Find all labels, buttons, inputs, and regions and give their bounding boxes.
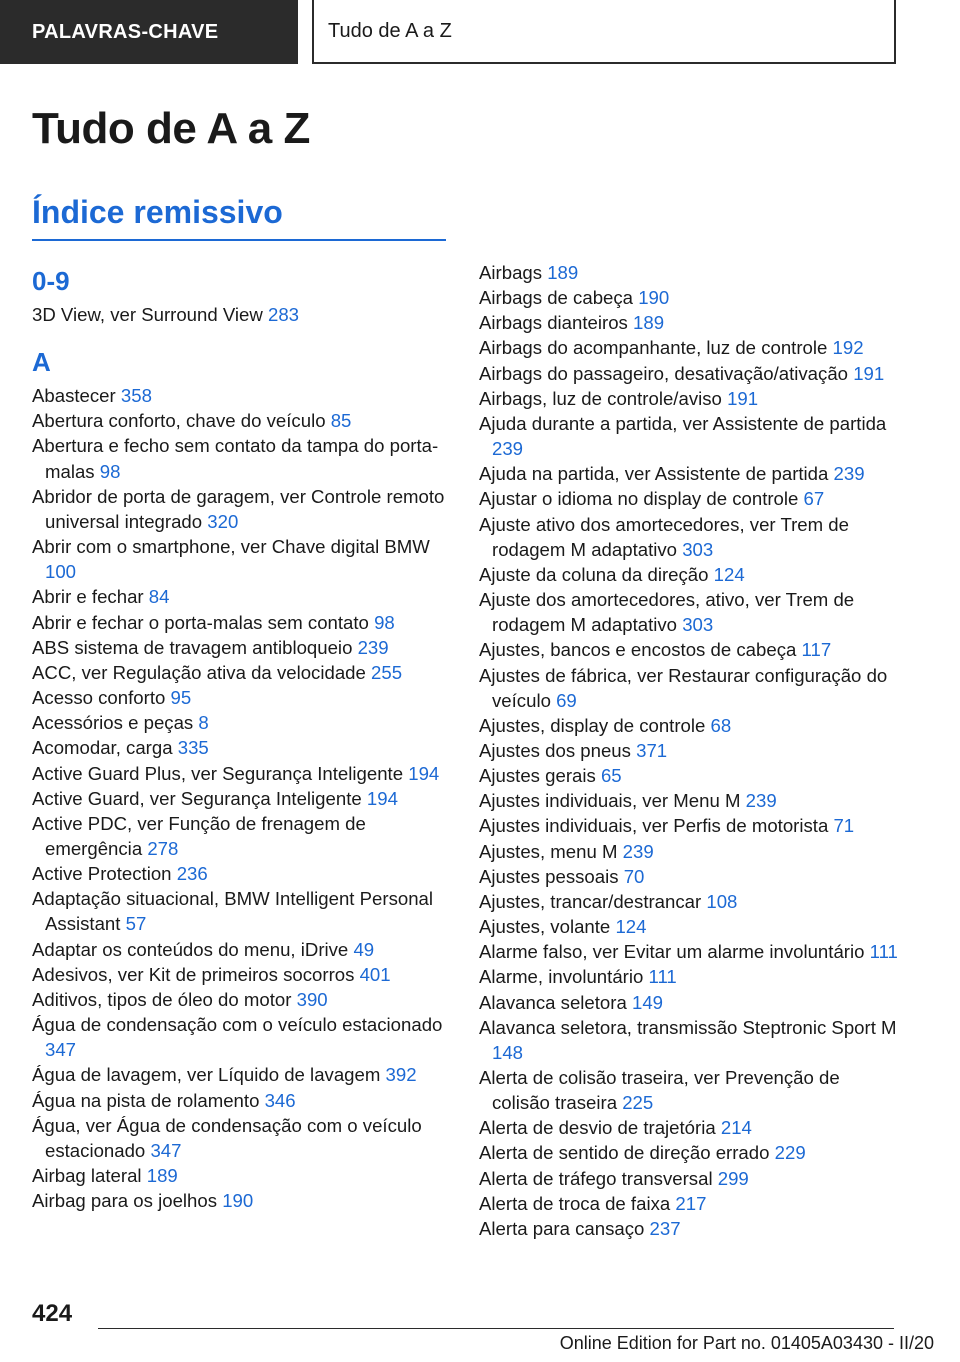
index-entry-text: Ajustar o idioma no display de controle bbox=[479, 488, 799, 510]
page-link[interactable]: 98 bbox=[99, 460, 121, 482]
page-link[interactable]: 191 bbox=[727, 387, 759, 409]
page-link[interactable]: 239 bbox=[745, 790, 777, 812]
index-entry-text: Alerta para cansaço bbox=[479, 1217, 645, 1239]
index-entry-text: Active Protection bbox=[32, 863, 172, 885]
page-link[interactable]: 239 bbox=[622, 840, 654, 862]
index-entry-text: Abertura e fecho sem contato da tampa do porta-malas bbox=[32, 435, 439, 482]
page-link[interactable]: 189 bbox=[547, 262, 579, 283]
index-entry-text: Ajuste ativo dos amortecedores, ver Trem de rodagem M adaptativo bbox=[479, 513, 849, 560]
index-entry-list bbox=[479, 260, 899, 1241]
page-link[interactable]: 124 bbox=[615, 916, 647, 938]
index-entry bbox=[32, 433, 448, 483]
index-entry-text: Airbags bbox=[479, 262, 543, 283]
page-link[interactable]: 117 bbox=[801, 639, 832, 661]
index-entry bbox=[32, 1012, 448, 1062]
index-entry bbox=[32, 761, 448, 786]
page-link[interactable]: 229 bbox=[774, 1142, 806, 1164]
index-entry-text: Alavanca seletora bbox=[479, 991, 627, 1013]
index-entry-text: Adesivos, ver Kit de primeiros socorros bbox=[32, 963, 355, 985]
page-link[interactable]: 335 bbox=[177, 737, 209, 759]
index-entry-text: Alerta de tráfego transversal bbox=[479, 1167, 713, 1189]
index-entry bbox=[479, 864, 899, 889]
index-entry-text: Airbag para os joelhos bbox=[32, 1190, 218, 1212]
page-link[interactable]: 303 bbox=[682, 538, 714, 560]
index-entry-text: Airbags do acompanhante, luz de controle bbox=[479, 337, 828, 359]
index-entry bbox=[32, 1062, 448, 1087]
index-group-heading: 0-9 bbox=[32, 266, 70, 296]
index-entry bbox=[479, 486, 899, 511]
index-entry-text: Active Guard, ver Segurança Inteligente bbox=[32, 787, 362, 809]
index-entry bbox=[32, 383, 448, 408]
index-entry bbox=[32, 1113, 448, 1163]
index-entry bbox=[32, 811, 448, 861]
page-link[interactable]: 65 bbox=[600, 765, 622, 787]
page-link[interactable]: 57 bbox=[125, 913, 147, 935]
index-column-right bbox=[479, 260, 899, 1241]
index-entry bbox=[32, 610, 448, 635]
index-entry-text: Ajuda na partida, ver Assistente de partida bbox=[479, 463, 829, 485]
page-link[interactable]: 49 bbox=[353, 938, 375, 960]
page-link[interactable]: 392 bbox=[385, 1064, 417, 1086]
page-link[interactable]: 214 bbox=[720, 1117, 752, 1139]
page-link[interactable]: 69 bbox=[556, 689, 577, 711]
page-link[interactable]: 85 bbox=[330, 410, 352, 432]
index-entry bbox=[479, 1115, 899, 1140]
index-entry bbox=[32, 408, 448, 433]
index-entry bbox=[479, 839, 899, 864]
index-entry bbox=[32, 584, 448, 609]
index-entry-text: Ajustes gerais bbox=[479, 765, 596, 787]
index-entry-text: Aditivos, tipos de óleo do motor bbox=[32, 988, 292, 1010]
index-entry bbox=[479, 1015, 899, 1065]
index-entry-text: Água, ver Água de condensação com o veículo estacionado bbox=[32, 1114, 422, 1161]
index-entry-text: Airbag lateral bbox=[32, 1165, 142, 1186]
index-entry bbox=[479, 738, 899, 763]
index-entry-text: Água de condensação com o veículo estacionado bbox=[32, 1014, 443, 1036]
index-entry bbox=[479, 1166, 899, 1191]
index-entry bbox=[479, 411, 899, 461]
index-entry bbox=[479, 713, 899, 738]
index-entry-text: Acesso conforto bbox=[32, 687, 166, 709]
section-heading: Índice remissivo bbox=[32, 194, 283, 230]
index-entry bbox=[479, 386, 899, 411]
index-entry bbox=[479, 461, 899, 486]
page-link[interactable]: 347 bbox=[150, 1139, 182, 1161]
index-entry bbox=[479, 663, 899, 713]
page-link[interactable]: 98 bbox=[374, 611, 395, 633]
page-link[interactable]: 100 bbox=[45, 561, 77, 583]
page-link[interactable]: 194 bbox=[408, 762, 440, 784]
index-entry bbox=[479, 1191, 899, 1216]
index-entry-text: Adaptação situacional, BMW Intelligent Personal Assistant bbox=[32, 888, 434, 935]
index-entry-text: Ajustes, trancar/destrancar bbox=[479, 890, 702, 912]
index-entry bbox=[479, 964, 899, 989]
index-entry-text: Alerta de desvio de trajetória bbox=[479, 1117, 716, 1139]
keyword-tab[interactable]: PALAVRAS-CHAVE bbox=[0, 0, 298, 64]
page-link[interactable]: 237 bbox=[649, 1217, 681, 1239]
index-entry bbox=[32, 534, 448, 584]
page-link[interactable]: 67 bbox=[803, 488, 825, 510]
index-entry bbox=[479, 260, 899, 285]
page-link[interactable]: 8 bbox=[198, 712, 209, 734]
index-entry bbox=[32, 886, 448, 936]
index-entry-text: Abrir com o smartphone, ver Chave digital BMW bbox=[32, 536, 430, 558]
page-link[interactable]: 346 bbox=[264, 1089, 296, 1111]
footer-divider bbox=[98, 1328, 894, 1329]
index-entry bbox=[479, 335, 899, 360]
index-entry-text: Active Guard Plus, ver Segurança Inteligente bbox=[32, 762, 404, 784]
index-entry bbox=[32, 635, 448, 660]
index-entry-text: Alarme, involuntário bbox=[479, 966, 644, 988]
index-entry-text: Alerta de troca de faixa bbox=[479, 1192, 671, 1214]
page-link[interactable]: 239 bbox=[492, 438, 524, 460]
index-entry bbox=[32, 987, 448, 1012]
index-entry bbox=[479, 310, 899, 335]
index-entry bbox=[479, 637, 899, 662]
page-link[interactable]: 111 bbox=[648, 966, 677, 988]
page-link[interactable]: 148 bbox=[492, 1041, 524, 1063]
page-link[interactable]: 71 bbox=[833, 815, 855, 837]
index-entry-text: Acomodar, carga bbox=[32, 737, 173, 759]
page-link[interactable]: 192 bbox=[832, 337, 864, 359]
index-entry bbox=[32, 660, 448, 685]
index-entry bbox=[479, 939, 899, 964]
page-link[interactable]: 191 bbox=[853, 362, 885, 384]
index-entry bbox=[479, 1216, 899, 1241]
index-entry-text: Abertura conforto, chave do veículo bbox=[32, 410, 326, 432]
index-entry bbox=[479, 763, 899, 788]
index-entry bbox=[479, 562, 899, 587]
index-entry bbox=[32, 937, 448, 962]
page-title: Tudo de A a Z bbox=[32, 104, 310, 153]
index-entry-text: Ajustes pessoais bbox=[479, 865, 619, 887]
index-entry-text: ACC, ver Regulação ativa da velocidade bbox=[32, 661, 366, 683]
page-link[interactable]: 371 bbox=[636, 739, 668, 761]
index-entry-text: Abridor de porta de garagem, ver Controle remoto universal integrado bbox=[32, 485, 445, 532]
index-entry-text: Água de lavagem, ver Líquido de lavagem bbox=[32, 1064, 381, 1086]
index-entry-text: Alarme falso, ver Evitar um alarme involuntário bbox=[479, 941, 865, 963]
index-entry bbox=[479, 990, 899, 1015]
page-link[interactable]: 111 bbox=[869, 941, 898, 963]
index-entry-text: Abrir e fechar o porta-malas sem contato bbox=[32, 611, 369, 633]
index-entry-text: Active PDC, ver Função de frenagem de emergência bbox=[32, 812, 366, 859]
index-entry-text: ABS sistema de travagem antibloqueio bbox=[32, 636, 353, 658]
page-link[interactable]: 108 bbox=[706, 890, 738, 912]
index-entry bbox=[479, 587, 899, 637]
index-entry-text: 3D View, ver Surround View bbox=[32, 304, 263, 325]
index-entry-text: Adaptar os conteúdos do menu, iDrive bbox=[32, 938, 349, 960]
page-link[interactable]: 236 bbox=[176, 863, 208, 885]
page-link[interactable]: 68 bbox=[710, 714, 732, 736]
index-entry-text: Ajustes individuais, ver Menu M bbox=[479, 790, 741, 812]
index-entry-text: Abastecer bbox=[32, 385, 116, 407]
page-link[interactable]: 303 bbox=[682, 614, 714, 636]
page-link[interactable]: 239 bbox=[357, 636, 389, 658]
index-entry-text: Ajuda durante a partida, ver Assistente de partida bbox=[479, 412, 887, 434]
page-link[interactable]: 390 bbox=[296, 988, 328, 1010]
page-link[interactable]: 239 bbox=[833, 463, 865, 485]
page-link[interactable]: 217 bbox=[675, 1192, 707, 1214]
page-link[interactable]: 190 bbox=[638, 287, 670, 309]
index-entry bbox=[32, 1188, 448, 1213]
page-link[interactable]: 70 bbox=[623, 865, 645, 887]
page-link[interactable]: 358 bbox=[120, 385, 152, 407]
page-link[interactable]: 283 bbox=[268, 304, 300, 325]
index-entry-text: Ajuste da coluna da direção bbox=[479, 563, 709, 585]
section-divider bbox=[32, 239, 446, 241]
index-entry bbox=[479, 889, 899, 914]
page-link[interactable]: 320 bbox=[207, 510, 239, 532]
index-entry-text: Abrir e fechar bbox=[32, 586, 144, 608]
page-link[interactable]: 255 bbox=[371, 661, 403, 683]
index-entry-text: Alavanca seletora, transmissão Steptronic Sport M bbox=[479, 1016, 897, 1038]
index-entry bbox=[32, 861, 448, 886]
index-entry-text: Alerta de colisão traseira, ver Prevenção de colisão traseira bbox=[479, 1067, 840, 1114]
chapter-tab[interactable]: Tudo de A a Z bbox=[312, 0, 896, 64]
index-entry bbox=[479, 914, 899, 939]
index-entry-text: Ajustes dos pneus bbox=[479, 739, 631, 761]
index-entry bbox=[32, 685, 448, 710]
page-link[interactable]: 299 bbox=[717, 1167, 749, 1189]
index-entry-text: Acessórios e peças bbox=[32, 712, 194, 734]
index-entry bbox=[32, 786, 448, 811]
index-entry-text: Ajustes, bancos e encostos de cabeça bbox=[479, 639, 797, 661]
index-entry bbox=[479, 1065, 899, 1115]
footer-edition: Online Edition for Part no. 01405A03430 - II/20 bbox=[559, 1333, 934, 1353]
page-link[interactable]: 278 bbox=[147, 837, 179, 859]
page-link[interactable]: 84 bbox=[148, 586, 170, 608]
index-entry-text: Ajustes, menu M bbox=[479, 840, 618, 862]
page-link[interactable]: 95 bbox=[170, 687, 192, 709]
index-entry-text: Ajustes, volante bbox=[479, 916, 611, 938]
page-header bbox=[0, 0, 960, 66]
index-entry-text: Ajustes de fábrica, ver Restaurar configuração do veículo bbox=[479, 664, 888, 711]
index-entry bbox=[479, 285, 899, 310]
index-entry-text: Ajustes, display de controle bbox=[479, 714, 706, 736]
page-link[interactable]: 189 bbox=[146, 1165, 178, 1186]
page-link[interactable]: 194 bbox=[366, 787, 398, 809]
index-entry-text: Ajustes individuais, ver Perfis de motorista bbox=[479, 815, 829, 837]
page-link[interactable]: 347 bbox=[45, 1039, 77, 1061]
index-entry bbox=[32, 1163, 448, 1188]
index-entry bbox=[32, 484, 448, 534]
index-entry bbox=[32, 302, 448, 327]
index-entry-list bbox=[32, 302, 448, 327]
index-entry-text: Airbags de cabeça bbox=[479, 287, 634, 309]
page-link[interactable]: 225 bbox=[622, 1092, 654, 1114]
index-entry-list bbox=[32, 383, 448, 1213]
page-link[interactable]: 149 bbox=[631, 991, 664, 1013]
page-link[interactable]: 190 bbox=[222, 1190, 254, 1212]
page-link[interactable]: 124 bbox=[713, 563, 745, 585]
index-entry bbox=[32, 1088, 448, 1113]
page-link[interactable]: 401 bbox=[359, 963, 391, 985]
index-entry bbox=[479, 361, 899, 386]
index-entry-text: Airbags dianteiros bbox=[479, 312, 628, 334]
index-entry bbox=[32, 735, 448, 760]
index-entry-text: Airbags, luz de controle/aviso bbox=[479, 387, 722, 409]
index-entry bbox=[479, 788, 899, 813]
index-entry-text: Alerta de sentido de direção errado bbox=[479, 1142, 770, 1164]
index-entry bbox=[479, 1140, 899, 1165]
index-column-left bbox=[32, 260, 448, 1213]
page-number: 424 bbox=[32, 1300, 73, 1327]
index-entry-text: Airbags do passageiro, desativação/ativação bbox=[479, 362, 849, 384]
page-link[interactable]: 189 bbox=[633, 312, 665, 334]
index-entry bbox=[479, 813, 899, 838]
index-entry bbox=[32, 710, 448, 735]
index-entry bbox=[32, 962, 448, 987]
index-entry-text: Ajuste dos amortecedores, ativo, ver Trem de rodagem M adaptativo bbox=[479, 589, 855, 636]
index-entry bbox=[479, 512, 899, 562]
index-group-heading: A bbox=[32, 347, 51, 378]
index-entry-text: Água na pista de rolamento bbox=[32, 1089, 260, 1111]
